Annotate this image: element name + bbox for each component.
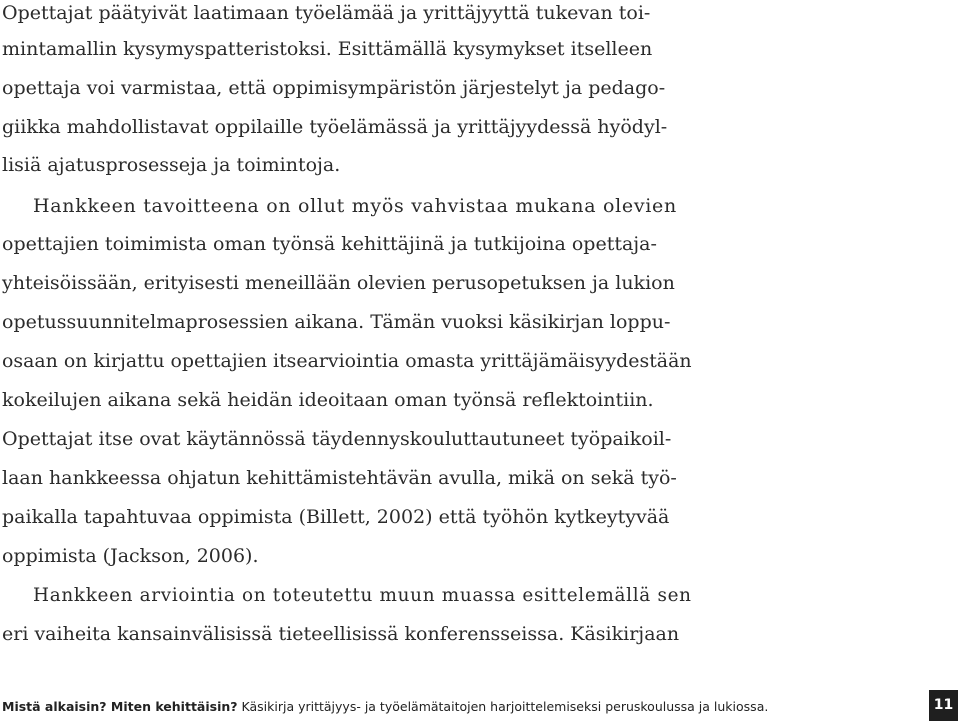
page-number-badge: 11 — [929, 690, 958, 721]
paragraph-2-line-9: paikalla tapahtuvaa oppimista (Billett, 2002) että työhön kytkeytyvää — [2, 506, 670, 528]
footer-title-regular: Käsikirja yrittäjyys- ja työelämätaitojen harjoittelemiseksi peruskoulussa ja lukiossa. — [237, 699, 769, 714]
footer-title-bold: Mistä alkaisin? Miten kehittäisin? — [2, 699, 238, 714]
paragraph-2-line-8: laan hankkeessa ohjatun kehittämistehtävän avulla, mikä on sekä työ- — [2, 467, 677, 489]
paragraph-2-line-6: kokeilujen aikana sekä heidän ideoitaan oman työnsä reflektointiin. — [2, 389, 654, 411]
paragraph-2-line-5: osaan on kirjattu opettajien itsearviointia omasta yrittäjämäisyydestään — [2, 350, 692, 372]
paragraph-2-line-2: opettajien toimimista oman työnsä kehittäjinä ja tutkijoina opettaja- — [2, 233, 657, 255]
paragraph-1-line-4: giikka mahdollistavat oppilaille työelämässä ja yrittäjyydessä hyödyl- — [2, 116, 668, 138]
paragraph-2-line-7: Opettajat itse ovat käytännössä täydennyskouluttautuneet työpaikoil- — [2, 428, 672, 450]
paragraph-2-line-3: yhteisöissään, erityisesti meneillään olevien perusopetuksen ja lukion — [2, 272, 675, 294]
paragraph-3-line-2: eri vaiheita kansainvälisissä tieteellisissä konferensseissa. Käsikirjaan — [2, 623, 680, 645]
page-footer — [0, 690, 960, 725]
paragraph-1-line-1: Opettajat päätyivät laatimaan työelämää ja yrittäjyyttä tukevan toi- — [2, 2, 651, 24]
paragraph-2-line-4: opetussuunnitelmaprosessien aikana. Tämän vuoksi käsikirjan loppu- — [2, 311, 671, 333]
paragraph-3-line-1: Hankkeen arviointia on toteutettu muun muassa esittelemällä sen — [33, 584, 692, 606]
paragraph-2-line-1: Hankkeen tavoitteena on ollut myös vahvistaa mukana olevien — [33, 195, 677, 217]
paragraph-1-line-2: mintamallin kysymyspatteristoksi. Esittämällä kysymykset itselleen — [2, 38, 653, 60]
paragraph-1-line-3: opettaja voi varmistaa, että oppimisympäristön järjestelyt ja pedago- — [2, 77, 666, 99]
paragraph-1-line-5: lisiä ajatusprosesseja ja toimintoja. — [2, 154, 341, 176]
paragraph-2-line-10: oppimista (Jackson, 2006). — [2, 545, 259, 567]
footer-title — [2, 698, 768, 716]
